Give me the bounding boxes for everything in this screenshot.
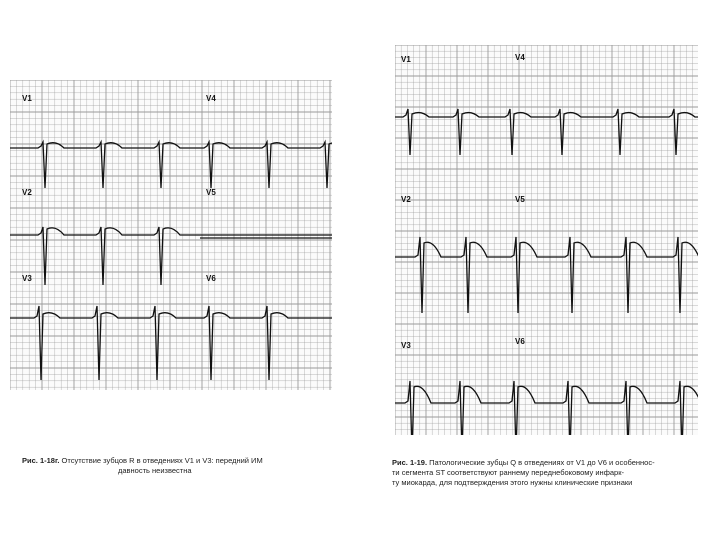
caption-right [392, 458, 712, 488]
lead-label-v2-left: V2 [22, 188, 32, 197]
lead-label-v4-right: V4 [515, 53, 525, 62]
ecg-trace [10, 227, 332, 285]
lead-label-v6-left: V6 [206, 274, 216, 283]
ecg-strip-right [395, 45, 698, 435]
ecg-strip-left [10, 80, 332, 390]
lead-label-v2-right: V2 [401, 195, 411, 204]
lead-label-v5-left: V5 [206, 188, 216, 197]
caption-right-title: Рис. 1-19. [392, 458, 428, 467]
lead-label-v3-left: V3 [22, 274, 32, 283]
ecg-trace [395, 237, 698, 313]
caption-right-line1: Патологические зубцы Q в отведениях от V1 до V6 и особеннос- [429, 458, 655, 467]
caption-right-line3: ту миокарда, для подтверждения этого нужны клинические признаки [392, 478, 633, 487]
lead-label-v5-right: V5 [515, 195, 525, 204]
lead-label-v1-right: V1 [401, 55, 411, 64]
grid-lines [395, 45, 698, 435]
caption-left-title: Рис. 1-18г. [22, 456, 60, 465]
ecg-grid-right [395, 45, 698, 435]
ecg-trace [10, 142, 332, 188]
ecg-trace [395, 109, 698, 155]
lead-label-v4-left: V4 [206, 94, 216, 103]
ecg-trace [10, 306, 332, 380]
ecg-trace [395, 381, 698, 435]
caption-left-line1: Отсутствие зубцов R в отведениях V1 и V3: передний ИМ [61, 456, 263, 465]
caption-left [22, 456, 332, 476]
ecg-grid-left [10, 80, 332, 390]
lead-label-v6-right: V6 [515, 337, 525, 346]
caption-left-line2: давность неизвестна [118, 466, 192, 475]
caption-right-line2: ти сегмента ST соответствуют раннему переднебоковому инфарк- [392, 468, 624, 477]
lead-label-v3-right: V3 [401, 341, 411, 350]
lead-label-v1-left: V1 [22, 94, 32, 103]
